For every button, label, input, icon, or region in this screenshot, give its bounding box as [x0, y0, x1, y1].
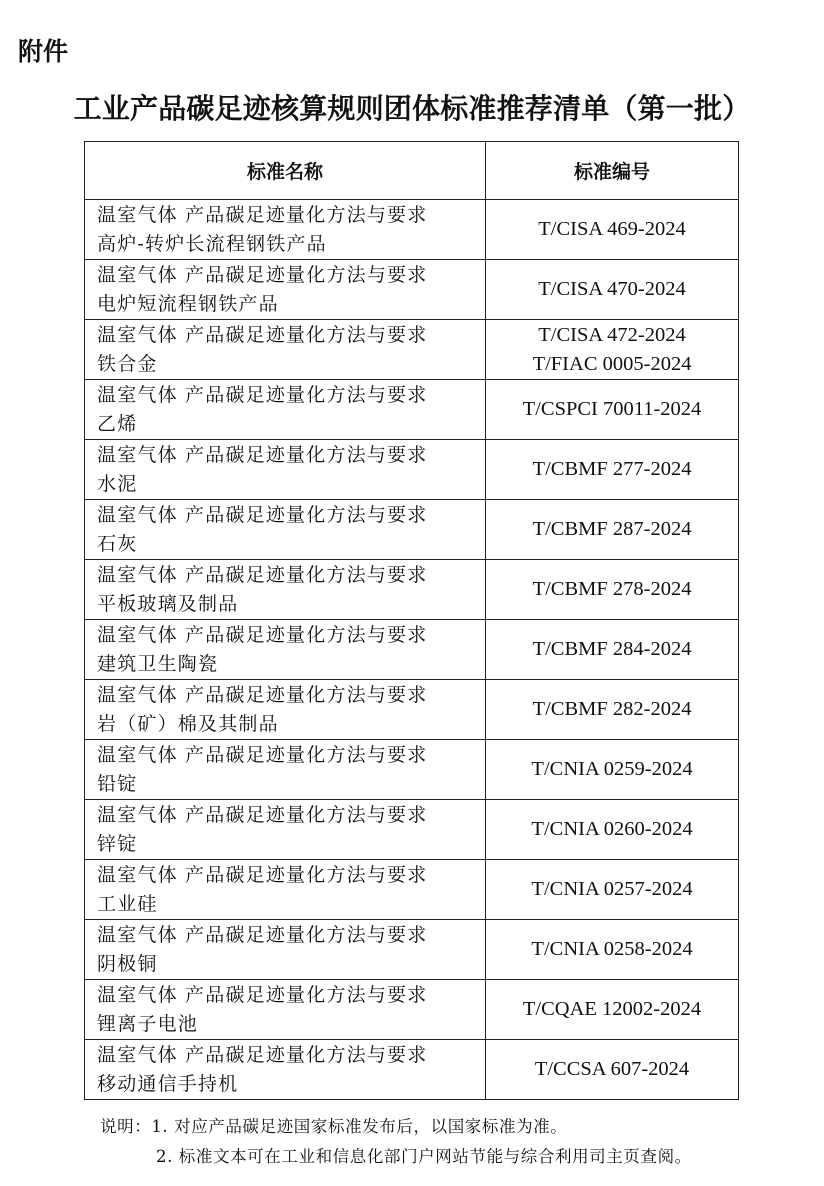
standard-name-cell	[85, 500, 486, 560]
standard-name-product: 移动通信手持机	[97, 1072, 239, 1095]
table-row	[85, 740, 739, 800]
header-standard-code: 标准编号	[486, 142, 739, 200]
table-row	[85, 1040, 739, 1100]
standard-name-product: 铁合金	[97, 352, 158, 375]
standard-code-cell	[486, 320, 739, 380]
document-title: 工业产品碳足迹核算规则团体标准推荐清单（第一批）	[73, 92, 751, 125]
table-row	[85, 920, 739, 980]
standard-code: T/CBMF 284-2024	[532, 638, 692, 660]
standard-code: T/CSPCI 70011-2024	[522, 398, 702, 420]
standard-name-product: 岩（矿）棉及其制品	[97, 712, 279, 735]
standard-name-main: 温室气体 产品碳足迹量化方法与要求	[97, 1043, 428, 1066]
standard-name-product: 锌锭	[97, 832, 138, 855]
standard-name-main: 温室气体 产品碳足迹量化方法与要求	[97, 443, 428, 466]
standard-name-product: 水泥	[97, 472, 138, 495]
standard-name-product: 乙烯	[97, 412, 138, 435]
standard-code: T/CNIA 0259-2024	[531, 758, 693, 780]
standard-name-cell	[85, 800, 486, 860]
standard-code-cell	[486, 200, 739, 260]
note-line-1	[100, 1112, 692, 1142]
standard-code-cell	[486, 920, 739, 980]
note-item-1: 1. 对应产品碳足迹国家标准发布后，以国家标准为准。	[151, 1117, 568, 1136]
standard-name-cell	[85, 740, 486, 800]
standard-code-cell	[486, 1040, 739, 1100]
table-body	[85, 200, 739, 1100]
standard-code: T/CNIA 0258-2024	[531, 938, 693, 960]
table-row	[85, 800, 739, 860]
standard-name-product: 铅锭	[97, 772, 138, 795]
standard-name-main: 温室气体 产品碳足迹量化方法与要求	[97, 863, 428, 886]
standard-code: T/CNIA 0257-2024	[531, 878, 693, 900]
header-standard-name: 标准名称	[85, 142, 486, 200]
standard-code: T/CQAE 12002-2024	[522, 998, 702, 1020]
standard-name-product: 锂离子电池	[97, 1012, 199, 1035]
standard-name-cell	[85, 320, 486, 380]
standard-code: T/CNIA 0260-2024	[531, 818, 693, 840]
table-row	[85, 200, 739, 260]
standard-name-cell	[85, 440, 486, 500]
standard-code-cell	[486, 380, 739, 440]
standard-code-cell	[486, 440, 739, 500]
standard-name-cell	[85, 560, 486, 620]
note-item-2: 2. 标准文本可在工业和信息化部门户网站节能与综合利用司主页查阅。	[156, 1147, 692, 1166]
notes-prefix: 说明：	[100, 1117, 152, 1136]
standard-code-cell	[486, 860, 739, 920]
standard-name-main: 温室气体 产品碳足迹量化方法与要求	[97, 803, 428, 826]
standard-name-main: 温室气体 产品碳足迹量化方法与要求	[97, 503, 428, 526]
standard-name-product: 工业硅	[97, 892, 158, 915]
standard-name-cell	[85, 380, 486, 440]
standard-name-cell	[85, 620, 486, 680]
standard-code: T/CCSA 607-2024	[534, 1058, 690, 1080]
standard-name-product: 电炉短流程钢铁产品	[97, 292, 279, 315]
standard-name-main: 温室气体 产品碳足迹量化方法与要求	[97, 623, 428, 646]
table-row	[85, 620, 739, 680]
standard-code-cell	[486, 740, 739, 800]
standard-name-main: 温室气体 产品碳足迹量化方法与要求	[97, 263, 428, 286]
standard-name-main: 温室气体 产品碳足迹量化方法与要求	[97, 563, 428, 586]
standard-code-cell	[486, 560, 739, 620]
table-row	[85, 380, 739, 440]
standard-name-cell	[85, 980, 486, 1040]
standard-name-product: 阴极铜	[97, 952, 158, 975]
standard-name-cell	[85, 1040, 486, 1100]
table-header-row	[85, 142, 739, 200]
standard-name-product: 高炉-转炉长流程钢铁产品	[97, 232, 327, 255]
standard-name-cell	[85, 260, 486, 320]
standard-name-cell	[85, 200, 486, 260]
standard-code: T/CISA 472-2024	[538, 323, 686, 346]
standard-name-main: 温室气体 产品碳足迹量化方法与要求	[97, 203, 428, 226]
standard-code: T/CBMF 277-2024	[532, 458, 692, 480]
standard-name-main: 温室气体 产品碳足迹量化方法与要求	[97, 683, 428, 706]
standard-code: T/FIAC 0005-2024	[532, 352, 692, 375]
table-row	[85, 440, 739, 500]
standard-name-main: 温室气体 产品碳足迹量化方法与要求	[97, 923, 428, 946]
attachment-label: 附件	[18, 37, 69, 66]
standard-code: T/CBMF 278-2024	[532, 578, 692, 600]
standard-name-main: 温室气体 产品碳足迹量化方法与要求	[97, 323, 428, 346]
table-row	[85, 260, 739, 320]
table-row	[85, 500, 739, 560]
standard-name-product: 石灰	[97, 532, 138, 555]
standard-code-cell	[486, 800, 739, 860]
table-row	[85, 320, 739, 380]
standard-code-cell	[486, 500, 739, 560]
standard-name-main: 温室气体 产品碳足迹量化方法与要求	[97, 743, 428, 766]
standard-name-cell	[85, 680, 486, 740]
standard-name-cell	[85, 920, 486, 980]
table-row	[85, 980, 739, 1040]
notes-section	[100, 1112, 692, 1172]
standard-code-cell	[486, 680, 739, 740]
standard-code: T/CISA 469-2024	[538, 218, 686, 240]
standard-name-main: 温室气体 产品碳足迹量化方法与要求	[97, 383, 428, 406]
table-row	[85, 560, 739, 620]
table-row	[85, 860, 739, 920]
table-row	[85, 680, 739, 740]
standard-name-main: 温室气体 产品碳足迹量化方法与要求	[97, 983, 428, 1006]
standard-code: T/CBMF 287-2024	[532, 518, 692, 540]
standards-table	[84, 141, 739, 1100]
standard-code-cell	[486, 260, 739, 320]
standard-name-product: 建筑卫生陶瓷	[97, 652, 219, 675]
standard-code: T/CBMF 282-2024	[532, 698, 692, 720]
standard-code-cell	[486, 980, 739, 1040]
standard-code-cell	[486, 620, 739, 680]
standard-name-product: 平板玻璃及制品	[97, 592, 239, 615]
standard-code: T/CISA 470-2024	[538, 278, 686, 300]
standard-name-cell	[85, 860, 486, 920]
note-line-2	[100, 1142, 692, 1172]
